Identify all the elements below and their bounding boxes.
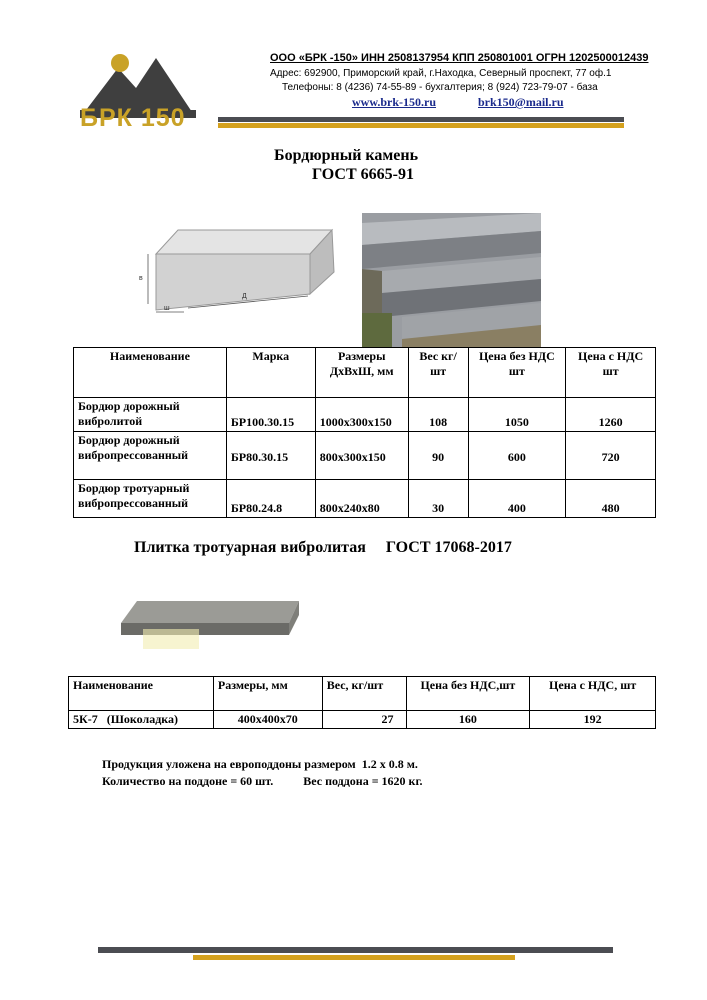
table-row xyxy=(74,398,656,432)
pallet-note: Продукция уложена на европоддоны размером 1.2 х 0.8 м. xyxy=(102,757,418,771)
row-name: Бордюр дорожный вибропрессованный xyxy=(74,432,227,480)
curb-photo xyxy=(362,213,541,348)
curb-price-table xyxy=(73,347,656,518)
row-name: 5К-7 (Шоколадка) xyxy=(69,711,214,729)
header-name: Наименование xyxy=(69,677,214,711)
row-name: Бордюр тротуарный вибропрессованный xyxy=(74,480,227,518)
header-divider-gold xyxy=(218,123,624,128)
header-weight: Вес, кг/шт xyxy=(322,677,406,711)
row-weight: 108 xyxy=(408,398,468,432)
pallet-quantity-note: Количество на поддоне = 60 шт. Вес поддона = 1620 кг. xyxy=(102,774,423,788)
row-size: 1000х300х150 xyxy=(315,398,408,432)
row-size: 800х240х80 xyxy=(315,480,408,518)
row-mark: БР80.30.15 xyxy=(226,432,315,480)
header-mark: Марка xyxy=(226,348,315,398)
diagram-width-label: ш xyxy=(164,305,170,312)
table-row xyxy=(74,432,656,480)
row-price-vat: 192 xyxy=(530,711,656,729)
curb-title-line1: Бордюрный камень xyxy=(274,147,419,164)
row-mark: БР100.30.15 xyxy=(226,398,315,432)
tile-title: Плитка тротуарная вибролитая ГОСТ 17068-2017 xyxy=(134,539,512,556)
row-size: 800х300х150 xyxy=(315,432,408,480)
header-price-vat: Цена с НДС, шт xyxy=(530,677,656,711)
tile-price-table xyxy=(68,676,656,729)
row-price-vat: 720 xyxy=(566,432,656,480)
table-header-row xyxy=(74,348,656,398)
header-weight: Вес кг/шт xyxy=(408,348,468,398)
header-price-no-vat: Цена без НДС,шт xyxy=(406,677,530,711)
curb-diagram xyxy=(138,222,338,314)
footer-divider-gold xyxy=(193,955,515,960)
row-price-no-vat: 1050 xyxy=(468,398,566,432)
curb-title-line2: ГОСТ 6665-91 xyxy=(312,166,414,183)
row-price-vat: 480 xyxy=(566,480,656,518)
diagram-height-label: в xyxy=(139,275,143,282)
header-price-vat: Цена с НДС шт xyxy=(566,348,656,398)
header-size: Размеры, мм xyxy=(213,677,322,711)
row-price-no-vat: 600 xyxy=(468,432,566,480)
row-weight: 27 xyxy=(322,711,406,729)
row-size: 400х400х70 xyxy=(213,711,322,729)
diagram-length-label: Д xyxy=(242,293,247,300)
footer-divider-dark xyxy=(98,947,613,953)
row-mark: БР80.24.8 xyxy=(226,480,315,518)
table-row xyxy=(74,480,656,518)
company-address: Адрес: 692900, Приморский край, г.Находка, Северный проспект, 77 оф.1 xyxy=(270,68,612,79)
header-divider-dark xyxy=(218,117,624,122)
row-price-vat: 1260 xyxy=(566,398,656,432)
header-size: Размеры ДхВхШ, мм xyxy=(315,348,408,398)
table-header-row xyxy=(69,677,656,711)
row-price-no-vat: 400 xyxy=(468,480,566,518)
header-price-no-vat: Цена без НДС шт xyxy=(468,348,566,398)
email-link[interactable]: brk150@mail.ru xyxy=(478,95,564,109)
row-weight: 90 xyxy=(408,432,468,480)
website-link[interactable]: www.brk-150.ru xyxy=(352,95,437,109)
row-price-no-vat: 160 xyxy=(406,711,530,729)
tile-photo xyxy=(117,595,307,650)
company-phones: Телефоны: 8 (4236) 74-55-89 - бухгалтерия; 8 (924) 723-79-07 - база xyxy=(282,82,598,93)
company-requisites: ООО «БРК -150» ИНН 2508137954 КПП 250801001 ОГРН 1202500012439 xyxy=(270,52,649,64)
logo-text: БРК 150 xyxy=(80,104,186,132)
table-row xyxy=(69,711,656,729)
row-weight: 30 xyxy=(408,480,468,518)
header-name: Наименование xyxy=(74,348,227,398)
row-name: Бордюр дорожный вибролитой xyxy=(74,398,227,432)
